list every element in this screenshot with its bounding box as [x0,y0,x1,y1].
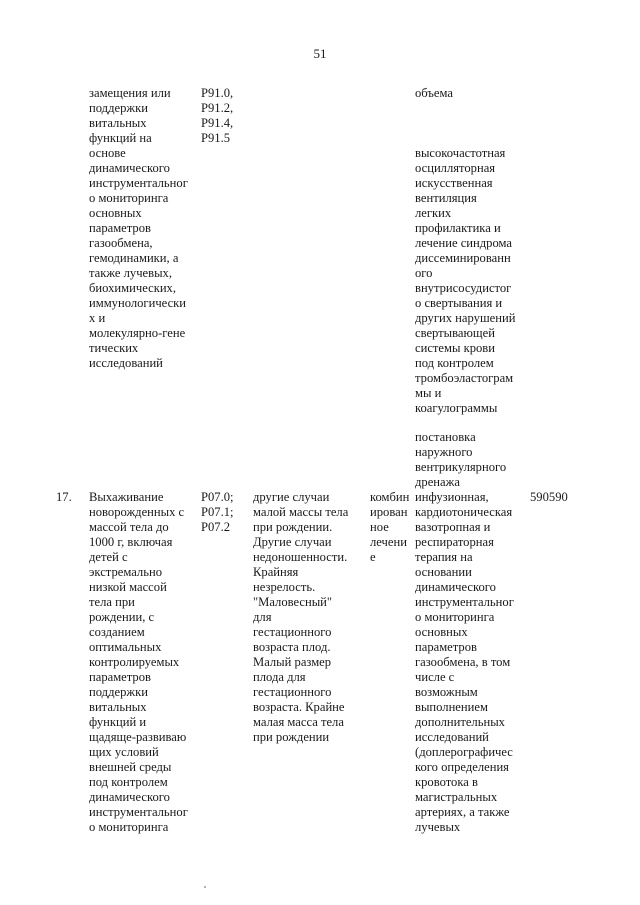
text-line: динамического [89,790,170,804]
text-line: малая масса тела [253,715,344,729]
text-line: свертывающей [415,326,495,340]
text-line: Выхаживание [89,490,164,504]
row-17-model-cell [253,490,365,745]
text-line: газообмена, [89,236,153,250]
text-line: щадяще-развиваю [89,730,187,744]
row-1-method-cell-b [415,146,525,416]
text-line: Р91.5 [201,131,231,145]
text-line: исследований [89,356,163,370]
scan-speck [204,886,206,888]
text-line: инструментальног [89,805,188,819]
text-line: х и [89,311,106,325]
text-line: наружного [415,445,473,459]
text-line: витальных [89,700,147,714]
text-line: гестационного [253,625,332,639]
text-line: комбин [370,490,410,504]
text-line: постановка [415,430,476,444]
text-line: поддержки [89,101,148,115]
row-17-method-cell [415,490,525,835]
text-line: биохимических, [89,281,177,295]
text-line: искусственная [415,176,493,190]
text-line: ирован [370,505,408,519]
page-number: 51 [313,46,327,61]
text-line: ого [415,266,433,280]
text-line: щих условий [89,745,159,759]
text-line: гестационного [253,685,332,699]
text-line: Р91.4, [201,116,234,130]
text-line: исследований [415,730,489,744]
row-17-codes-cell [201,490,261,535]
text-line: параметров [415,640,477,654]
text-line: недоношенности. [253,550,348,564]
text-line: инфузионная, [415,490,489,504]
text-line: также лучевых, [89,266,172,280]
text-line: числе с [415,670,455,684]
text-line: Другие случаи [253,535,332,549]
text-line: созданием [89,625,145,639]
text-line: внешней среды [89,760,172,774]
text-line: основных [89,206,142,220]
text-line: иммунологически [89,296,187,310]
text-line: объема [415,86,453,100]
text-line: Р91.0, [201,86,234,100]
text-line: о мониторинга [89,820,169,834]
text-line: контролируемых [89,655,180,669]
text-line: ное [370,520,389,534]
text-line: внутрисосудистог [415,281,512,295]
text-line: массой тела до [89,520,169,534]
text-line: магистральных [415,790,498,804]
text-line: мы и [415,386,442,400]
text-line: малой массы тела [253,505,349,519]
text-line: о мониторинга [415,610,495,624]
text-line: плода для [253,670,306,684]
text-line: кардиотоническая [415,505,513,519]
text-line: кого определения [415,760,509,774]
text-line: выполнением [415,700,488,714]
text-line: других нарушений [415,311,516,325]
text-line: Р91.2, [201,101,234,115]
text-line: инструментальног [415,595,514,609]
text-line: осцилляторная [415,161,496,175]
text-line: под контролем [415,356,494,370]
text-line: терапия на [415,550,473,564]
text-line: высокочастотная [415,146,506,160]
text-line: другие случаи [253,490,330,504]
text-line: вазотропная и [415,520,491,534]
text-line: параметров [89,670,151,684]
text-line: тических [89,341,139,355]
text-line: возможным [415,685,478,699]
text-line: тромбоэластограм [415,371,514,385]
text-line: инструментальног [89,176,188,190]
text-line: параметров [89,221,151,235]
text-line: экстремально [89,565,162,579]
text-line: лечени [370,535,407,549]
text-line: легких [415,206,452,220]
text-line: профилактика и [415,221,501,235]
text-line: новорожденных с [89,505,185,519]
text-line: для [253,610,272,624]
text-line: низкой массой [89,580,167,594]
text-line: Крайняя [253,565,299,579]
text-line: возраста. Крайне [253,700,345,714]
text-line: основании [415,565,472,579]
text-line: незрелость. [253,580,316,594]
text-line: молекулярно-гене [89,326,186,340]
row-1-method-cell-a [415,86,525,101]
text-line: при рождении [253,730,330,744]
text-line: динамического [415,580,496,594]
text-line: основе [89,146,126,160]
text-line: "Маловесный" [253,595,333,609]
row-17-number: 17. [56,490,72,504]
text-line: кровотока в [415,775,478,789]
text-line: Р07.1; [201,505,234,519]
row-17-treatment-type-cell [370,490,415,565]
text-line: под контролем [89,775,168,789]
row-17-name-cell [89,490,201,835]
text-line: рождении, с [89,610,155,624]
text-line: 1000 г, включая [89,535,173,549]
row-1-method-cell-c [415,430,525,490]
text-line: Малый размер [253,655,332,669]
text-line: возраста плод. [253,640,331,654]
text-line: при рождении. [253,520,333,534]
text-line: диссеминированн [415,251,511,265]
text-line: тела при [89,595,135,609]
text-line: о мониторинга [89,191,169,205]
text-line: детей с [89,550,128,564]
text-line: функций и [89,715,147,729]
row-17-tariff: 590590 [530,490,568,504]
text-line: витальных [89,116,147,130]
text-line: дренажа [415,475,460,489]
text-line: о свертывания и [415,296,503,310]
text-line: артериях, а также [415,805,510,819]
text-line: лечение синдрома [415,236,513,250]
text-line: динамического [89,161,170,175]
text-line: (доплерографичес [415,745,513,759]
text-line: лучевых [415,820,461,834]
text-line: замещения или [89,86,171,100]
text-line: коагулограммы [415,401,498,415]
text-line: основных [415,625,468,639]
text-line: функций на [89,131,152,145]
text-line: системы крови [415,341,495,355]
text-line: оптимальных [89,640,162,654]
text-line: вентиляция [415,191,477,205]
text-line: Р07.0; [201,490,234,504]
text-line: вентрикулярного [415,460,507,474]
text-line: гемодинамики, а [89,251,179,265]
text-line: Р07.2 [201,520,231,534]
text-line: е [370,550,376,564]
text-line: респираторная [415,535,494,549]
text-line: поддержки [89,685,148,699]
row-1-name-cell [89,86,201,371]
text-line: газообмена, в том [415,655,511,669]
row-1-codes-cell [201,86,261,146]
text-line: дополнительных [415,715,505,729]
